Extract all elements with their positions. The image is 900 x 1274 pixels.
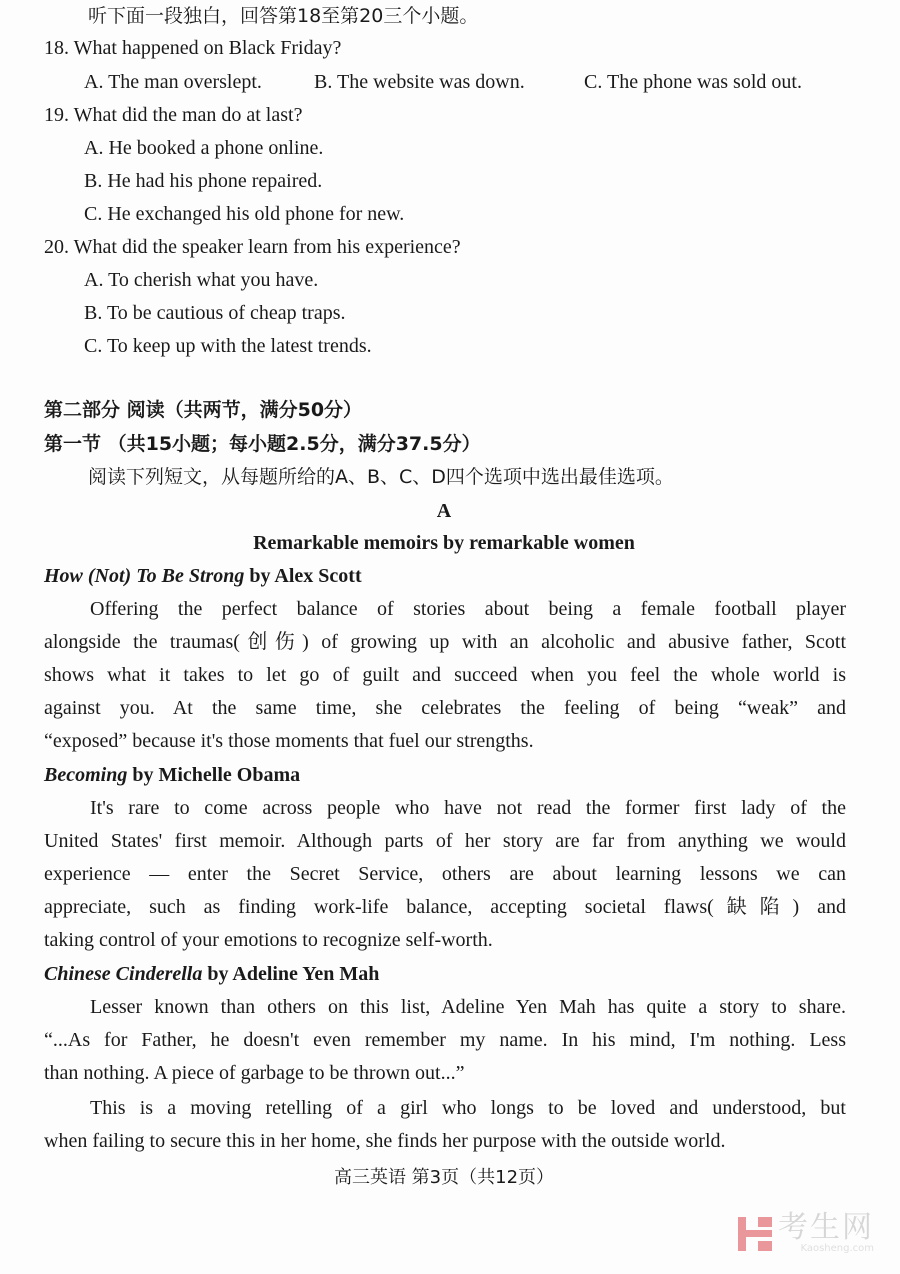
question-20-option-a: A. To cherish what you have. [84,269,319,291]
book-3-author: by Adeline Yen Mah [202,963,380,985]
question-19-option-b: B. He had his phone repaired. [84,170,323,192]
watermark-domain: Kaosheng.com [800,1243,874,1254]
book-2-line-5: taking control of your emotions to recognize self-worth. [44,929,493,951]
question-18-option-b: B. The website was down. [314,71,525,93]
book-2-line-2: United States' first memoir. Although parts of her story are far from anything we would [44,830,846,852]
book-2-author: by Michelle Obama [127,764,301,786]
page-footer: 高三英语 第3页（共12页） [333,1167,555,1188]
question-19-stem: 19. What did the man do at last? [44,104,303,126]
question-18-option-a: A. The man overslept. [84,71,262,93]
book-3-line-4: This is a moving retelling of a girl who longs to be loved and understood, but [90,1097,846,1119]
question-19-option-a: A. He booked a phone online. [84,137,324,159]
book-1-line-4: against you. At the same time, she celebrates the feeling of being “weak” and [44,697,846,719]
book-2-line-1: It's rare to come across people who have not read the former first lady of the [90,797,846,819]
book-1-line-3: shows what it takes to let go of guilt and succeed when you feel the whole world is [44,664,846,686]
watermark-logo [738,1210,874,1254]
question-18-stem: 18. What happened on Black Friday? [44,37,342,59]
question-20-stem: 20. What did the speaker learn from his experience? [44,236,461,258]
book-2-line-3: experience — enter the Secret Service, others are about learning lessons we can [44,863,846,885]
book-1-heading [44,562,362,590]
question-20-option-c: C. To keep up with the latest trends. [84,335,372,357]
book-3-title: Chinese Cinderella [44,963,203,985]
book-3-line-1: Lesser known than others on this list, Adeline Yen Mah has quite a story to share. [90,996,846,1018]
watermark-brand: 考生网 [778,1210,874,1245]
reading-instruction: 阅读下列短文，从每题所给的A、B、C、D四个选项中选出最佳选项。 [88,466,674,488]
book-2-heading [44,761,300,789]
book-1-line-2: alongside the traumas(创伤) of growing up with an alcoholic and abusive father, Scott [44,631,846,653]
book-3-line-3: than nothing. A piece of garbage to be thrown out...” [44,1062,465,1084]
passage-letter: A [436,500,452,522]
section-heading: 第一节 （共15小题；每小题2.5分，满分37.5分） [44,433,481,455]
book-2-title: Becoming [44,764,128,786]
book-1-line-5: “exposed” because it's those moments that fuel our strengths. [44,730,534,752]
book-1-title: How (Not) To Be Strong [44,565,245,587]
listening-instruction: 听下面一段独白，回答第18至第20三个小题。 [88,5,479,27]
book-1-author: by Alex Scott [244,565,362,587]
book-1-line-1: Offering the perfect balance of stories about being a female football player [90,598,846,620]
kaosheng-logo-icon [738,1217,772,1251]
book-3-line-2: “...As for Father, he doesn't even remember my name. In his mind, I'm nothing. Less [44,1029,846,1051]
question-18-option-c: C. The phone was sold out. [584,71,802,93]
book-3-heading [44,960,379,988]
question-20-option-b: B. To be cautious of cheap traps. [84,302,346,324]
passage-title: Remarkable memoirs by remarkable women [253,532,635,554]
book-2-line-4: appreciate, such as finding work-life balance, accepting societal flaws(缺陷) and [44,896,846,918]
question-19-option-c: C. He exchanged his old phone for new. [84,203,405,225]
book-3-line-5: when failing to secure this in her home, she finds her purpose with the outside world. [44,1130,726,1152]
part-heading: 第二部分 阅读（共两节，满分50分） [44,399,363,421]
